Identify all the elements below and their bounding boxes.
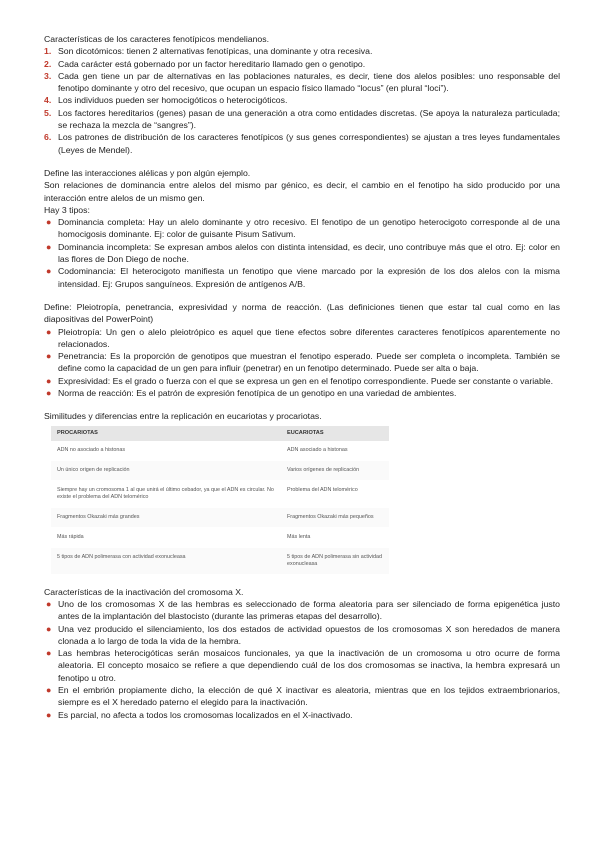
table-cell: Siempre hay un cromosoma 1 al que unirá el último cebador, ya que el ADN es circular. No existe el problema del ADN telomérico <box>51 480 281 507</box>
bullet-icon: ● <box>46 388 52 399</box>
document-page <box>44 33 560 721</box>
section-title: Similitudes y diferencias entre la replicación en eucariotas y procariotas. <box>44 411 322 422</box>
list-item: 3. Cada gen tiene un par de alternativas en las poblaciones naturales, es decir, tiene dos alelos posibles: uno responsable del fenotipo dominante y otro del recesivo, que ocupan un espacio físico llamado “locus” (en plural “loci”). <box>44 70 560 94</box>
bullet-icon: ● <box>46 623 52 634</box>
section-title: Características de la inactivación del cromosoma X. <box>44 586 244 597</box>
list-item: ● Expresividad: Es el grado o fuerza con el que se expresa un gen en el fenotipo correspondiente. Puede ser constante o variable. <box>46 375 554 386</box>
table-cell: Problema del ADN telomérico <box>281 480 389 507</box>
bullet-icon: ● <box>46 241 52 252</box>
list-item: ● Uno de los cromosomas X de las hembras es seleccionado de forma aleatoria para ser silenciado de forma epigenética justo antes de la implantación del blastocisto (durante las primeras etapas del desarrollo). <box>46 598 560 622</box>
bullet-icon: ● <box>46 709 52 720</box>
bullet-icon: ● <box>46 648 52 659</box>
bullet-icon: ● <box>46 266 52 277</box>
bullet-icon: ● <box>46 217 52 228</box>
section-replication-comparison <box>44 410 560 574</box>
table-cell: Fragmentos Okazaki más grandes <box>51 507 281 527</box>
table-cell: Fragmentos Okazaki más pequeños <box>281 507 389 527</box>
bullet-icon: ● <box>46 684 52 695</box>
table-header-row <box>51 426 389 441</box>
column-header: EUCARIOTAS <box>281 426 389 441</box>
table-row <box>51 460 389 480</box>
section-definitions <box>44 301 560 399</box>
table-row <box>51 527 389 547</box>
section-title: Define las interacciones alélicas y pon algún ejemplo. <box>44 167 251 178</box>
table-row <box>51 480 389 507</box>
list-item: 4. Los individuos pueden ser homocigóticos o heterocigóticos. <box>44 95 288 106</box>
list-item: 2. Cada carácter está gobernado por un factor hereditario llamado gen o genotipo. <box>44 58 366 69</box>
bullet-icon: ● <box>46 351 52 362</box>
column-header: PROCARIOTAS <box>51 426 281 441</box>
bullet-list <box>44 216 560 290</box>
table-row <box>51 441 389 461</box>
bullet-icon: ● <box>46 375 52 386</box>
bullet-list <box>44 326 560 400</box>
list-item: ● Pleiotropía: Un gen o alelo pleiotrópico es aquel que tiene efectos sobre diferentes caracteres fenotípicos aparentemente no relacionados. <box>46 326 560 349</box>
table-cell: Más rápida <box>51 527 281 547</box>
list-item: 1. Son dicotómicos: tienen 2 alternativas fenotípicas, una dominante y otra recesiva. <box>44 46 373 57</box>
table-row <box>51 547 389 574</box>
table-cell: Varios orígenes de replicación <box>281 460 389 480</box>
table-cell: 5 tipos de ADN polimerasa con actividad exonucleasa <box>51 547 281 574</box>
list-item: ● Dominancia completa: Hay un alelo dominante y otro recesivo. El fenotipo de un genotipo heterocigoto corresponde al de una homocigosis dominante. Ej: color de guisante Pisum Sativum. <box>46 217 560 240</box>
comparison-table <box>51 426 389 575</box>
list-item: ● Codominancia: El heterocigoto manifiesta un fenotipo que viene marcado por la expresión de los dos alelos con la misma intensidad. Ej: Grupos sanguíneos. Expresión de antígenos A/B. <box>46 266 560 289</box>
list-item: ● Dominancia incompleta: Se expresan ambos alelos con distinta intensidad, es decir, uno contribuye más que el otro. Ej: color en las flores de Don Diego de noche. <box>46 241 560 265</box>
table-cell: Más lenta <box>281 527 389 547</box>
section-x-inactivation <box>44 586 560 721</box>
list-item: 6. Los patrones de distribución de los caracteres fenotípicos (y sus genes correspondientes) se ajustan a tres leyes fundamentales (Leyes de Mendel). <box>44 132 560 155</box>
list-item: ● Es parcial, no afecta a todos los cromosomas localizados en el X-inactivado. <box>46 709 353 720</box>
table-cell: Un único origen de replicación <box>51 460 281 480</box>
bullet-list <box>44 598 560 721</box>
list-item: ● Una vez producido el silenciamiento, los dos estados de actividad opuestos de los cromosomas X son heredados de manera clonada a lo largo de toda la vida de la hembra. <box>46 623 560 646</box>
table-cell: ADN asociado a histonas <box>281 441 389 461</box>
list-item: ● Las hembras heterocigóticas serán mosaicos funcionales, ya que la inactivación de un cromosoma u otro ocurre de forma aleatoria. El concepto mosaico se refiere a que dependiendo cuál de los dos cromosomas se inactiva, la hembra expresará un fenotipo u otro. <box>46 648 560 683</box>
section-allelic-interactions <box>44 167 560 290</box>
list-item: ● Norma de reacción: Es el patrón de expresión fenotípica de un genotipo en una variedad de ambientes. <box>46 388 457 399</box>
list-item: 5. Los factores hereditarios (genes) pasan de una generación a otra como entidades discretas. (Se apoya la naturaleza particulada; se rechaza la mezcla de “sangres”). <box>44 107 560 131</box>
list-item: ● En el embrión propiamente dicho, la elección de qué X inactivar es aleatoria, mientras que en los tejidos extraembrionarios, siempre es el X heredado paterno el elegido para la inactivación. <box>46 684 560 708</box>
section-title: Define: Pleiotropía, penetrancia, expresividad y norma de reacción. (Las definiciones tienen que estar tal cual como en las diapositivas del PowerPoint) <box>44 301 560 325</box>
section-mendelian-traits <box>44 33 560 156</box>
numbered-list <box>44 45 560 156</box>
section-title: Características de los caracteres fenotípicos mendelianos. <box>44 34 270 44</box>
section-intro: Son relaciones de dominancia entre alelos del mismo par génico, es decir, el cambio en el fenotipo ha sido producido por una interacción entre alelos de un mismo gen. <box>44 180 560 203</box>
list-item: ● Penetrancia: Es la proporción de genotipos que muestran el fenotipo esperado. Puede ser completa o incompleta. También se define como la capacidad de un gen para influir (penetrar) en un fenotipo determinado. Puede ser alta o baja. <box>46 351 560 374</box>
bullet-icon: ● <box>46 326 52 337</box>
bullet-icon: ● <box>46 598 52 609</box>
table-row <box>51 507 389 527</box>
table-cell: ADN no asociado a histonas <box>51 441 281 461</box>
table-cell: 5 tipos de ADN polimerasa sin actividad exonucleasa <box>281 547 389 574</box>
types-label: Hay 3 tipos: <box>44 204 90 215</box>
